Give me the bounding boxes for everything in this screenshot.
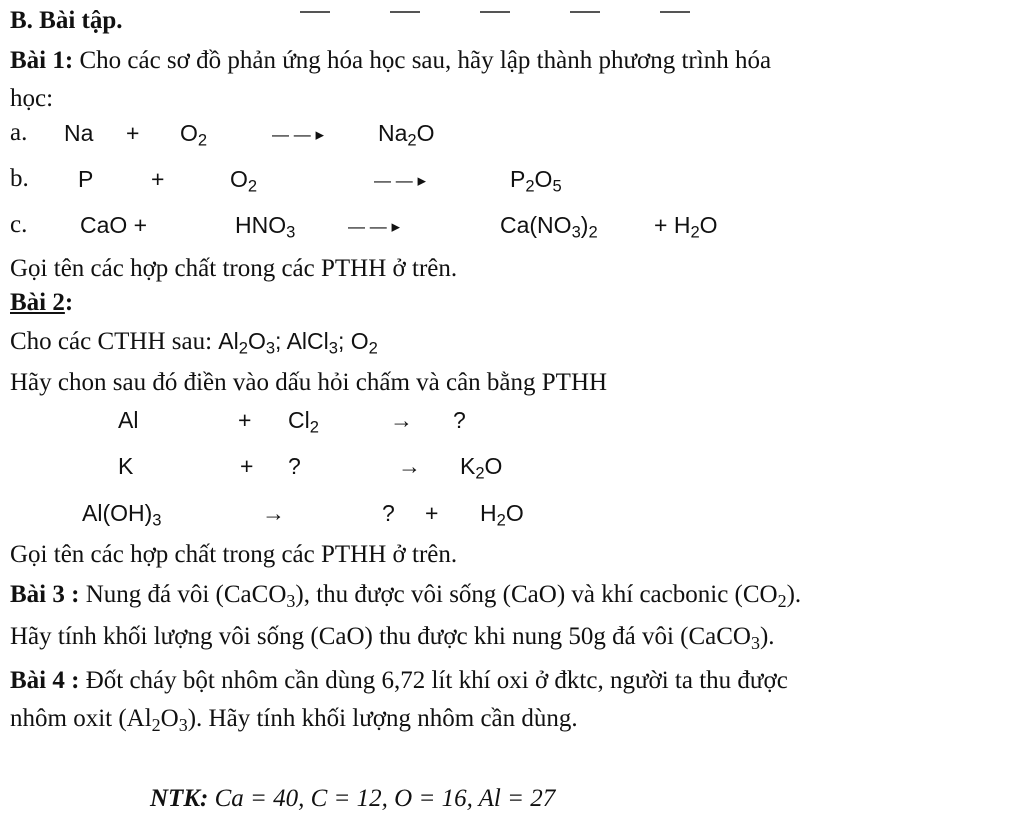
bai1-heading [10, 46, 771, 76]
bai4-line2: nhôm oxit $(Al_2O_3)$. Hãy tính khối lượng nhôm cần dùng. [10, 705, 578, 736]
eq2-2-product: $K_2O$ [460, 453, 503, 483]
bai2-formulas: Cho các CTHH sau: $Al_2O_3$; AlCl$_3$; $O_2$ [10, 328, 378, 358]
bai4-label: Bài 4 : [10, 667, 80, 694]
ntk-values: Ca = 40, C = 12, O = 16, Al = 27 [208, 785, 556, 812]
eq2-2-r1: K [118, 453, 134, 479]
eq-a-plus: + [126, 120, 140, 146]
bai3-line2: Hãy tính khối lượng vôi sống (CaO) thu được khi nung 50g đá vôi (CaCO$_3$). [10, 623, 775, 654]
eq-b-product: $P_2O_5$ [510, 166, 562, 196]
eq2-1-product: ? [453, 407, 466, 433]
bai1-text: Cho các sơ đồ phản ứng hóa học sau, hãy lập thành phương trình hóa [73, 47, 772, 74]
bai3-label: Bài 3 : [10, 581, 80, 608]
eq-a-arrow: — — ▸ [272, 125, 324, 144]
eq-b-plus: + [151, 166, 165, 192]
bai2-label: Bài 2 [10, 289, 65, 316]
cropped-previous-line [300, 0, 840, 3]
eq-c-r2: $HNO_3$ [235, 212, 296, 242]
eq2-1-plus: + [238, 407, 252, 433]
eq2-3-r1: $Al(OH)_3$ [82, 500, 162, 530]
bai1-label: Bài 1: [10, 47, 74, 74]
bai2-heading: Bài 2: [10, 289, 74, 316]
eq-c-product1: $Ca(NO_3)_2$ [500, 212, 598, 242]
eq2-2-r2: ? [288, 453, 301, 479]
eq-c-letter: c. [10, 211, 28, 238]
eq-a-r1: Na [64, 120, 94, 146]
eq2-3-plus: + [425, 500, 439, 526]
eq2-3-product1: ? [382, 500, 395, 526]
eq2-3-arrow: → [262, 500, 285, 526]
bai1-question: Gọi tên các hợp chất trong các PTHH ở trên. [10, 255, 458, 282]
section-title: B. Bài tập. [10, 7, 123, 34]
eq2-3-product2: $H_2O$ [480, 500, 524, 530]
bai1-text-cont: học: [10, 85, 54, 112]
eq-b-letter: b. [10, 165, 29, 192]
eq-b-r1: P [78, 166, 94, 192]
bai4-line1: Bài 4 : Đốt cháy bột nhôm cần dùng 6,72 lít khí oxi ở đktc, người ta thu được [10, 667, 788, 694]
bai2-instruction: Hãy chon sau đó điền vào dấu hỏi chấm và cân bằng PTHH [10, 369, 608, 396]
bai3-line1: Bài 3 : Nung đá vôi (CaCO$_3$), thu được vôi sống (CaO) và khí cacbonic $(CO_2)$. [10, 581, 802, 612]
eq2-1-arrow: → [390, 407, 413, 433]
eq-c-arrow: — — ▸ [348, 217, 400, 236]
eq-a-product: $Na_2O$ [378, 120, 435, 150]
eq2-2-arrow: → [398, 453, 421, 479]
ntk-label: NTK: [150, 785, 209, 812]
eq-c-r1: CaO + [80, 212, 148, 238]
eq-b-arrow: — — ▸ [374, 171, 426, 190]
bai2-question: Gọi tên các hợp chất trong các PTHH ở trên. [10, 541, 458, 568]
eq2-1-r2: $Cl_2$ [288, 407, 319, 437]
eq-c-product2: + $H_2O$ [654, 212, 718, 242]
eq2-1-r1: Al [118, 407, 139, 433]
eq2-2-plus: + [240, 453, 254, 479]
eq-b-r2: $O_2$ [230, 166, 258, 196]
ntk-line [150, 784, 555, 814]
eq-a-r2: $O_2$ [180, 120, 208, 150]
eq-a-letter: a. [10, 119, 28, 146]
